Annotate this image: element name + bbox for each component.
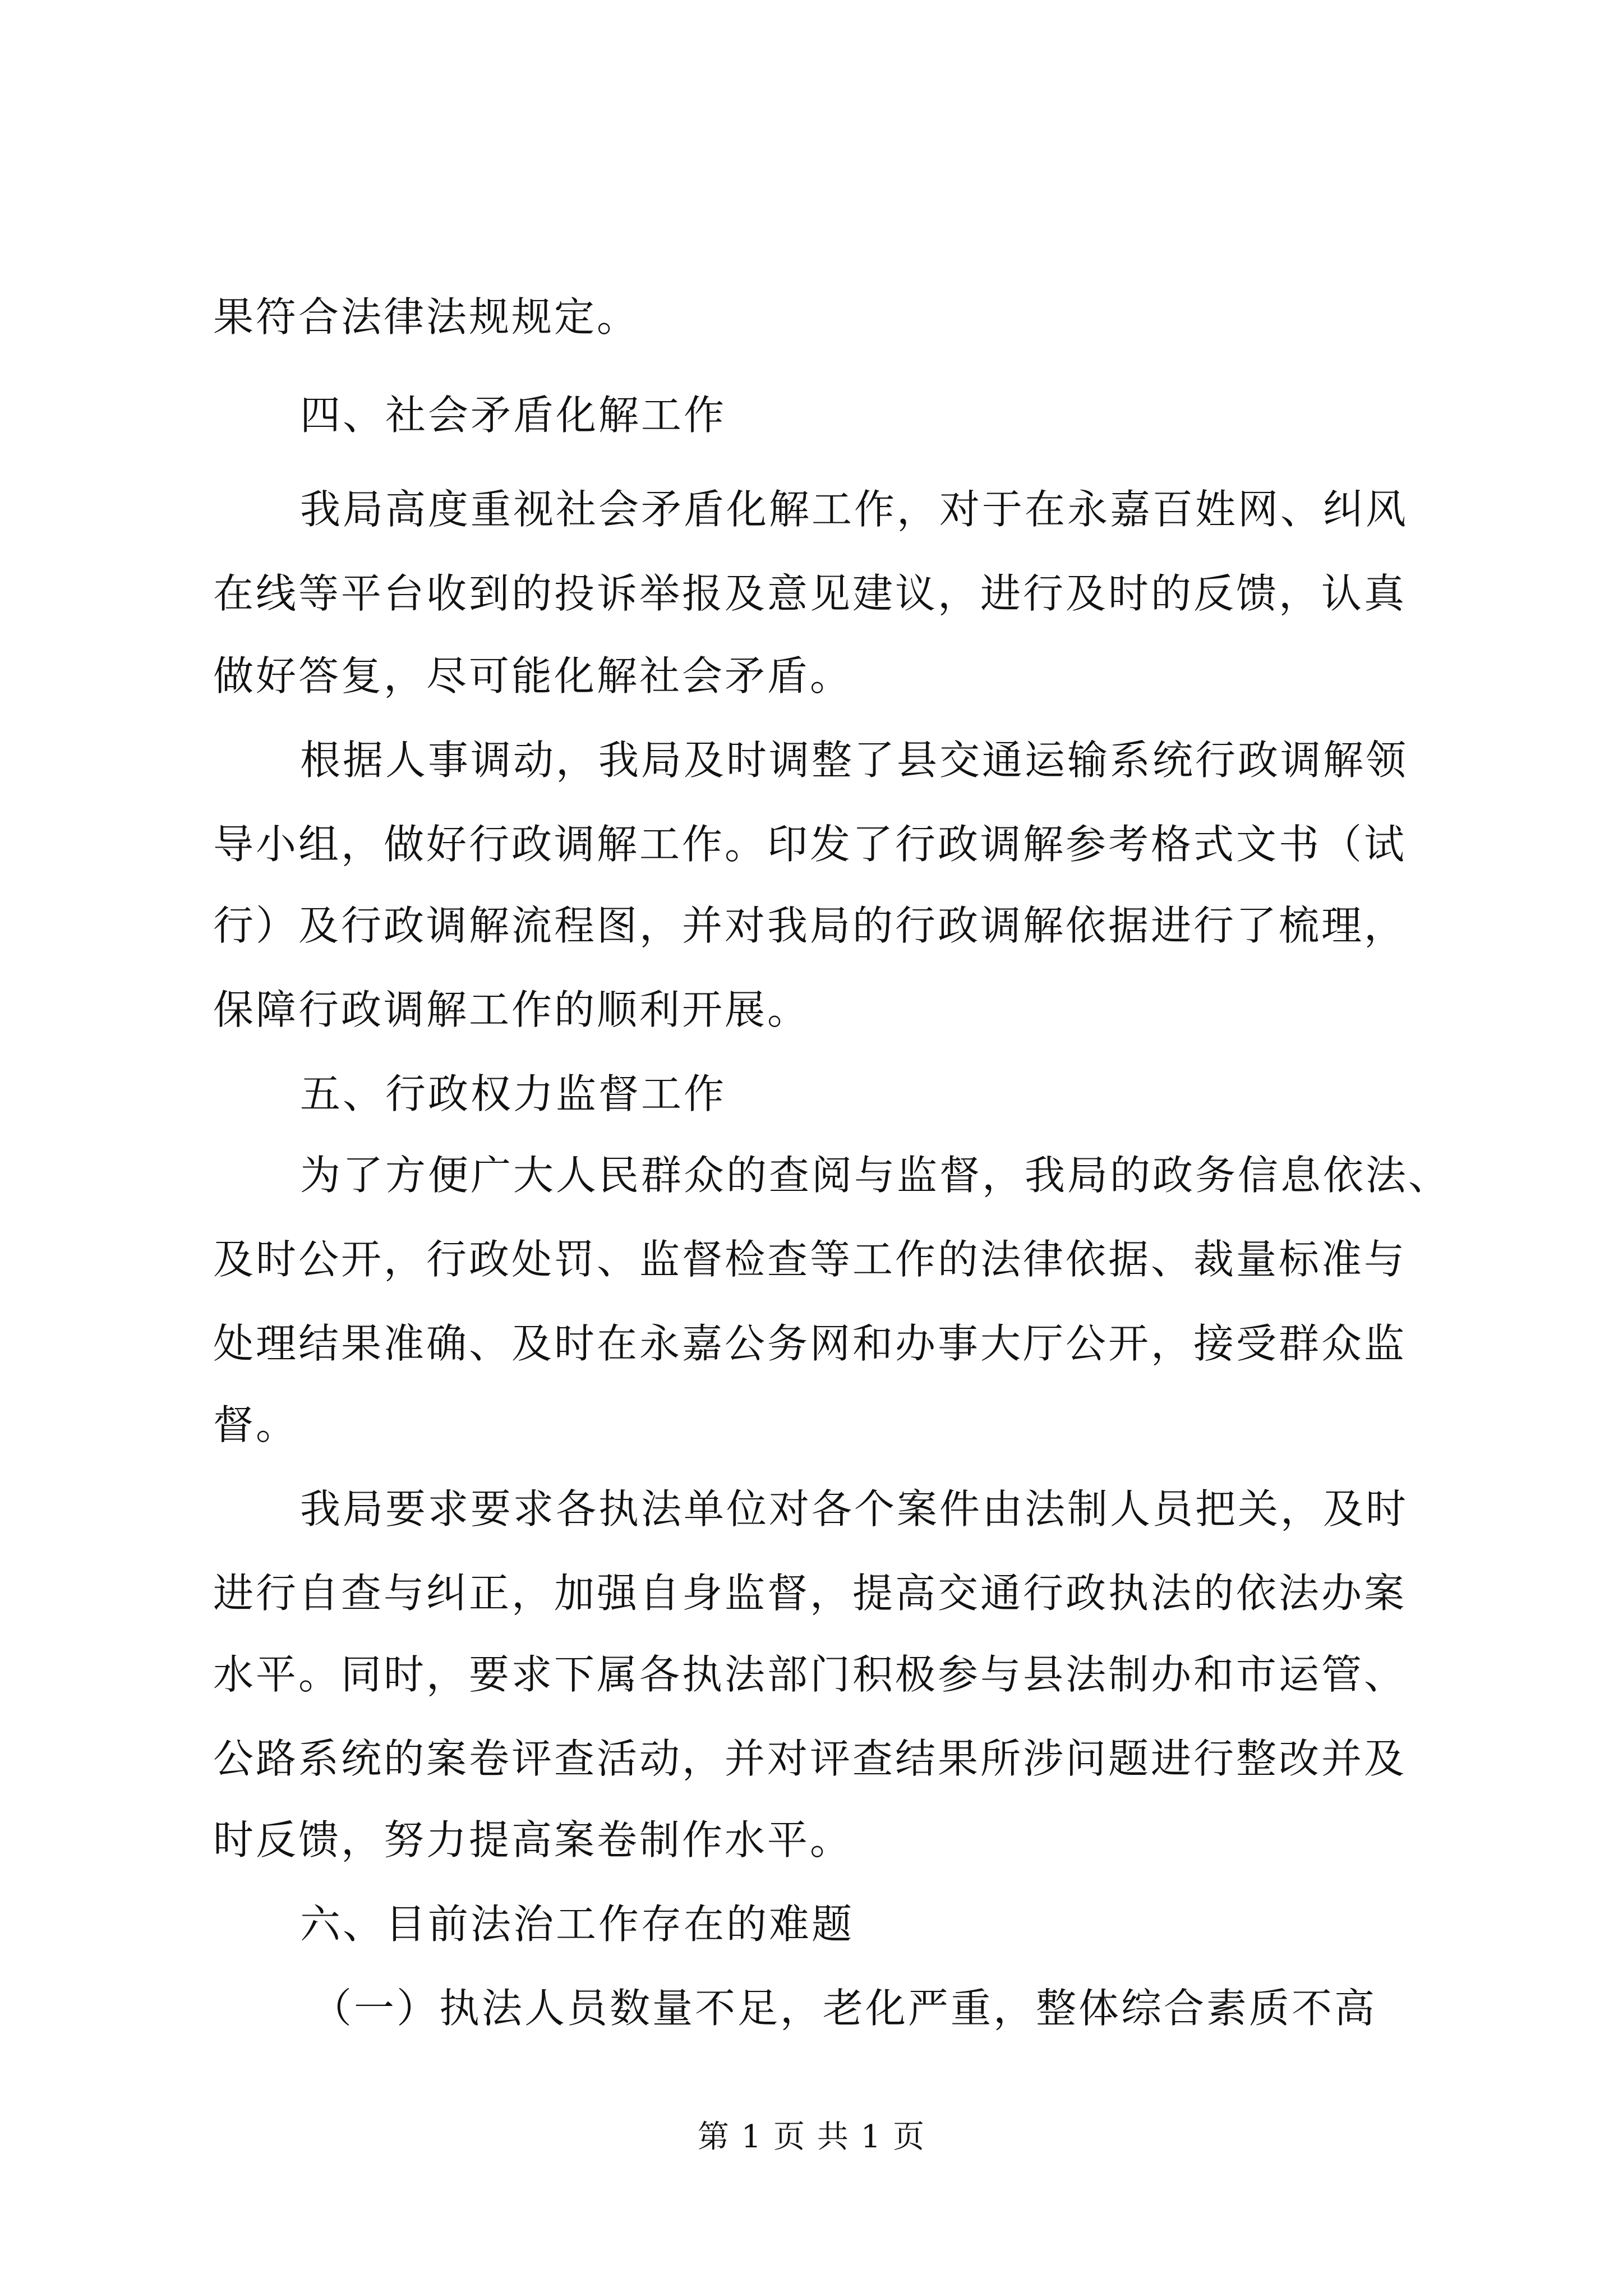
paragraph-line: 我局高度重视社会矛盾化解工作，对于在永嘉百姓网、纠风	[300, 486, 1409, 533]
section-heading-4: 四、社会矛盾化解工作	[300, 392, 727, 439]
paragraph-line: 我局要求要求各执法单位对各个案件由法制人员把关，及时	[300, 1485, 1409, 1533]
paragraph-line: 导小组，做好行政调解工作。印发了行政调解参考格式文书（试	[213, 821, 1407, 868]
paragraph-line: 公路系统的案卷评查活动，并对评查结果所涉问题进行整改并及	[213, 1735, 1407, 1782]
paragraph-line: 水平。同时，要求下属各执法部门积极参与县法制办和市运管、	[213, 1651, 1407, 1698]
page-footer: 第 1 页 共 1 页	[697, 2119, 926, 2155]
paragraph-line: 处理结果准确、及时在永嘉公务网和办事大厅公开，接受群众监	[213, 1320, 1407, 1367]
section-heading-5: 五、行政权力监督工作	[300, 1070, 727, 1117]
paragraph-line: 时反馈，努力提高案卷制作水平。	[213, 1816, 853, 1864]
paragraph-line: 在线等平台收到的投诉举报及意见建议，进行及时的反馈，认真	[213, 570, 1407, 617]
paragraph-line: 根据人事调动，我局及时调整了县交通运输系统行政调解领	[300, 737, 1409, 784]
paragraph-line: 为了方便广大人民群众的查阅与监督，我局的政务信息依法、	[300, 1152, 1451, 1199]
paragraph-line: 及时公开，行政处罚、监督检查等工作的法律依据、裁量标准与	[213, 1236, 1407, 1283]
paragraph-line: 做好答复，尽可能化解社会矛盾。	[213, 652, 853, 700]
paragraph-line: 行）及行政调解流程图，并对我局的行政调解依据进行了梳理，	[213, 902, 1407, 949]
paragraph-line: 保障行政调解工作的顺利开展。	[213, 986, 810, 1033]
body-text-line: 果符合法律法规规定。	[213, 293, 640, 341]
section-heading-6: 六、目前法治工作存在的难题	[300, 1901, 855, 1948]
subsection-heading: （一）执法人员数量不足，老化严重，整体综合素质不高	[311, 1985, 1377, 2032]
paragraph-line: 督。	[213, 1401, 299, 1448]
paragraph-line: 进行自查与纠正，加强自身监督，提高交通行政执法的依法办案	[213, 1570, 1407, 1617]
